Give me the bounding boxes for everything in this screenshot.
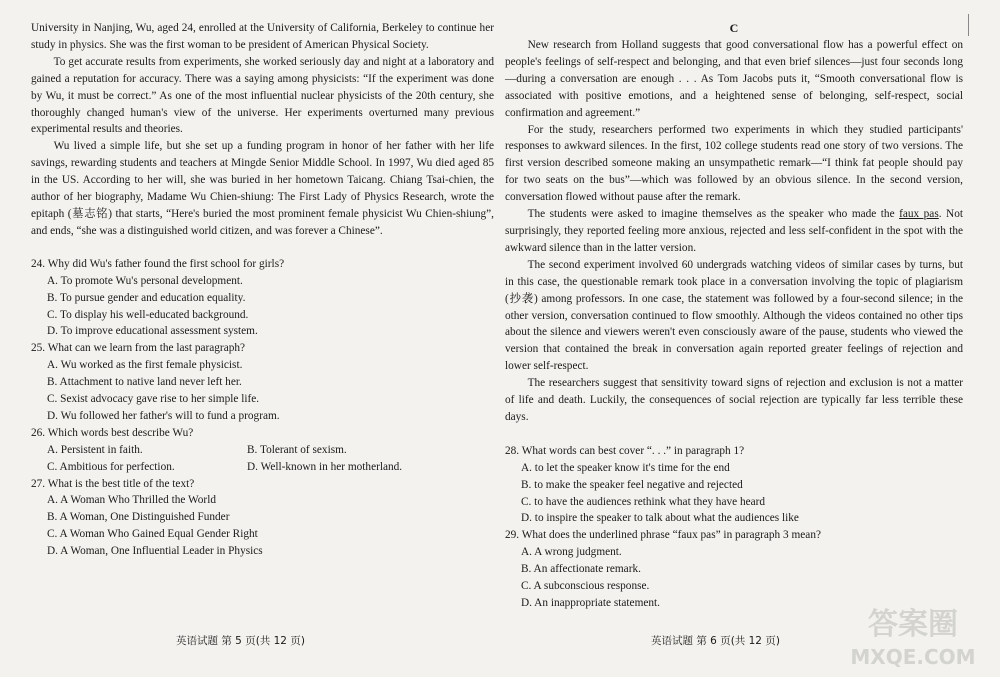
watermark-line1: 答案圈 [868,607,958,642]
option: D. An inappropriate statement. [521,597,660,609]
question-28 [505,443,963,528]
option: A. To promote Wu's personal development. [47,274,243,287]
option: B. Tolerant of sexism. [247,443,347,456]
underlined-phrase: faux pas [899,208,939,221]
left-page [31,20,494,560]
option: A. to let the speaker know it's time for the end [521,461,730,474]
page-footer: 英语试题 第 5 页(共 12 页) [176,635,305,647]
question-stem: 24. Why did Wu's father found the first school for girls? [31,257,285,270]
watermark-logo [838,600,988,670]
option: B. To pursue gender and education equality. [47,291,246,304]
question-stem: 25. What can we learn from the last paragraph? [31,342,246,355]
option: C. To display his well-educated background. [47,308,249,321]
page-footer: 英语试题 第 6 页(共 12 页) [651,635,780,647]
paragraph: The researchers suggest that sensitivity toward signs of rejection and exclusion is not a matter of life and death. Luckily, the consequences of social rejection are typically far less terrible these days. [505,377,963,423]
option: B. A Woman, One Distinguished Funder [47,511,230,524]
paragraph: University in Nanjing, Wu, aged 24, enrolled at the University of California, Berkeley to continue her study in physics. She was the first woman to be president of American Physical Society. [31,22,494,51]
option: D. Well-known in her motherland. [247,460,403,473]
question-stem: 27. What is the best title of the text? [31,477,195,490]
right-page [505,20,963,612]
paragraph: For the study, researchers performed two experiments in which they studied participants' responses to awkward silences. In the first, 102 college students read one story of two versions. The first version described someone making an unsympathetic remark—“I think fat people should pay for two seats on the bus”—which was followed by an obvious silence. In the second version, conversation flowed without pause after the remark. [505,123,963,204]
option: B. An affectionate remark. [521,563,641,576]
option: B. Attachment to native land never left her. [47,376,242,389]
paragraph: The second experiment involved 60 undergrads watching videos of similar cases by turns, but in this case, the questionable remark took place in a conversation involving the topic of plagiarism (抄袭) among professors. In one case, the statement was followed by a four-second silence; in the other version, conversation continued to flow smoothly. Although the videos contained no other tips about the silence and viewers weren't even consciously aware of the pause, students who viewed the version that contained the break in conversation again reported greater feelings of rejection and lower self-respect. [505,258,963,373]
question-27 [31,476,494,561]
text: . Not surprisingly, they reported feeling more anxious, rejected and less self-confident in the spot with the awkward silence than in the latter version. [505,208,963,254]
option: A. A wrong judgment. [521,546,622,559]
option: A. A Woman Who Thrilled the World [47,494,216,507]
option: D. to inspire the speaker to talk about what the audiences like [521,512,799,525]
option: B. to make the speaker feel negative and rejected [521,478,743,491]
option-row [31,442,494,459]
option: C. to have the audiences rethink what they have heard [521,495,766,508]
paragraph: Wu lived a simple life, but she set up a funding program in honor of her father with her life savings, rewarding students and teachers at Mingde Senior Middle School. In 1997, Wu died aged 85 in the US. According to her will, she was buried in her hometown Taicang. Chiang Tsai-chien, the author of her biography, Madame Wu Chien-shiung: The First Lady of Physics Research, wrote the epitaph (墓志铭) that starts, “Here's buried the most prominent female physicist Wu Chien-shiung”, and ends, “she was a distinguished world citizen, and was forever a Chinese”. [31,140,494,237]
option: D. A Woman, One Influential Leader in Physics [47,545,263,558]
question-stem: 28. What words can best cover “. . .” in paragraph 1? [505,444,745,457]
option: A. Persistent in faith. [47,443,143,456]
text: The students were asked to imagine themselves as the speaker who made the [527,208,900,221]
question-26 [31,425,494,476]
option: D. Wu followed her father's will to fund a program. [47,409,280,422]
paragraph [505,206,963,257]
option: A. Wu worked as the first female physicist. [47,359,243,372]
option: D. To improve educational assessment system. [47,325,258,338]
paragraph: To get accurate results from experiments, she worked seriously day and night at a laboratory and gained a reputation for accuracy. There was a saying among physicists: “If the experiment was done by Wu, it must be correct.” As one of the most influential nuclear physicists of the 20th century, she thoroughly changed human's view of the universe. Her experiments overturned many previous experimental results and theories. [31,55,494,136]
option: C. Ambitious for perfection. [47,460,175,473]
page-edge-mark [968,14,969,36]
paragraph: New research from Holland suggests that good conversational flow has a powerful effect on people's feelings of self-respect and belonging, and that even brief silences—just four seconds long—during a conversation are enough . . . As Tom Jacobs puts it, “Smooth conversational flow is associated with positive emotions, and a heightened sense of belonging, self-respect, social confirmation and agreement.” [505,39,963,119]
question-25 [31,340,494,425]
option: C. A subconscious response. [521,580,650,593]
section-label: C [729,21,739,35]
option-row [31,459,494,476]
option: C. A Woman Who Gained Equal Gender Right [47,528,258,541]
question-stem: 29. What does the underlined phrase “faux pas” in paragraph 3 mean? [505,529,821,542]
option: C. Sexist advocacy gave rise to her simple life. [47,393,260,406]
question-stem: 26. Which words best describe Wu? [31,426,194,439]
question-24 [31,256,494,341]
watermark-line2: MXQE.COM [850,645,976,669]
